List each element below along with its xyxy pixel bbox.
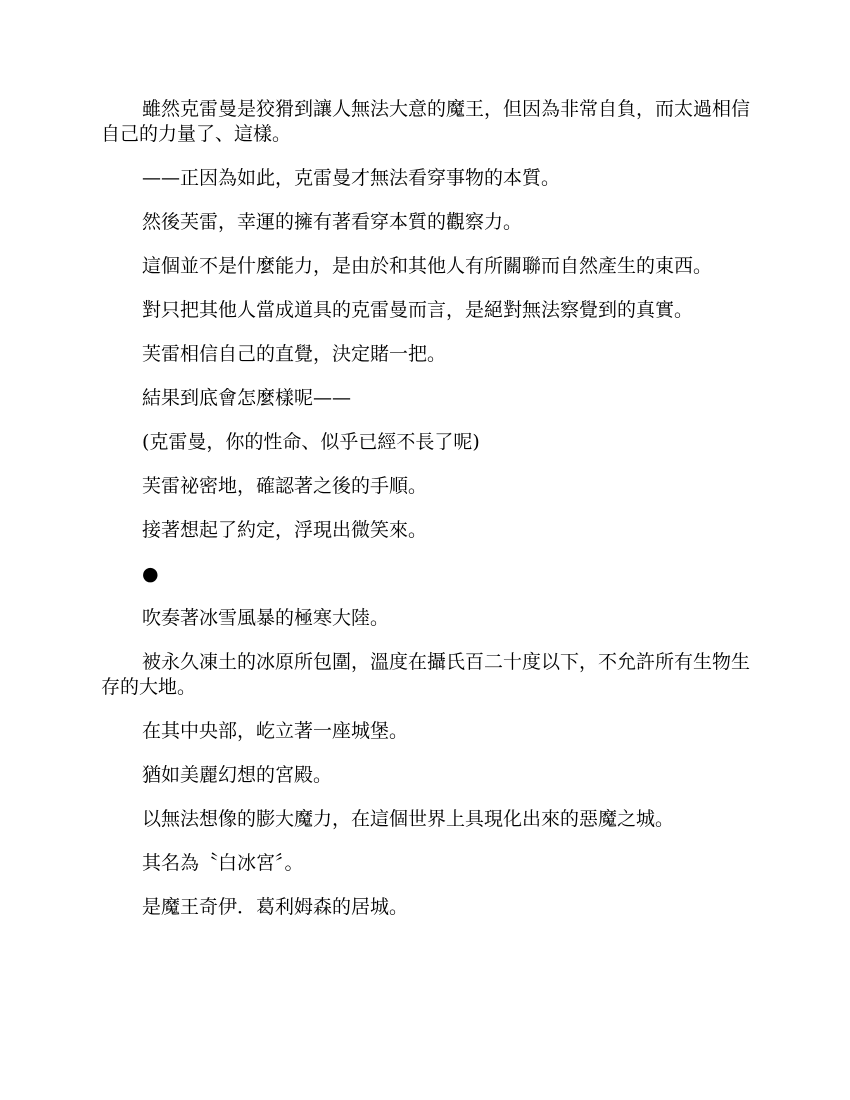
paragraph: 在其中央部，屹立著一座城堡。 [142,720,409,742]
paragraph: 對只把其他人當成道具的克雷曼而言，是絕對無法察覺到的真實。 [142,299,694,321]
paragraph: ——正因為如此，克雷曼才無法看穿事物的本質。 [142,167,561,189]
paragraph: 猶如美麗幻想的宮殿。 [142,764,333,786]
paragraph: 結果到底會怎麼樣呢—— [142,387,352,409]
paragraph: 是魔王奇伊．葛利姆森的居城。 [142,896,409,918]
paragraph: 其名為〝白冰宮〞。 [142,852,304,874]
paragraph: 芙雷祕密地，確認著之後的手順。 [142,475,428,497]
section-separator-bullet: ● [142,563,159,585]
paragraph: 芙雷相信自己的直覺，決定賭一把。 [142,343,447,365]
document-page [101,97,751,939]
paragraph: (克雷曼，你的性命、似乎已經不長了呢) [142,431,480,453]
paragraph: 接著想起了約定，浮現出微笑來。 [142,519,428,541]
paragraph: 這個並不是什麼能力，是由於和其他人有所關聯而自然產生的東西。 [142,255,713,277]
paragraph: 雖然克雷曼是狡猾到讓人無法大意的魔王，但因為非常自負，而太過相信自己的力量了、這樣。 [101,98,751,145]
paragraph: 吹奏著冰雪風暴的極寒大陸。 [142,607,390,629]
paragraph: 被永久凍土的冰原所包圍，溫度在攝氏百二十度以下，不允許所有生物生存的大地。 [101,651,751,698]
paragraph: 然後芙雷，幸運的擁有著看穿本質的觀察力。 [142,211,523,233]
paragraph: 以無法想像的膨大魔力，在這個世界上具現化出來的惡魔之城。 [142,808,675,830]
